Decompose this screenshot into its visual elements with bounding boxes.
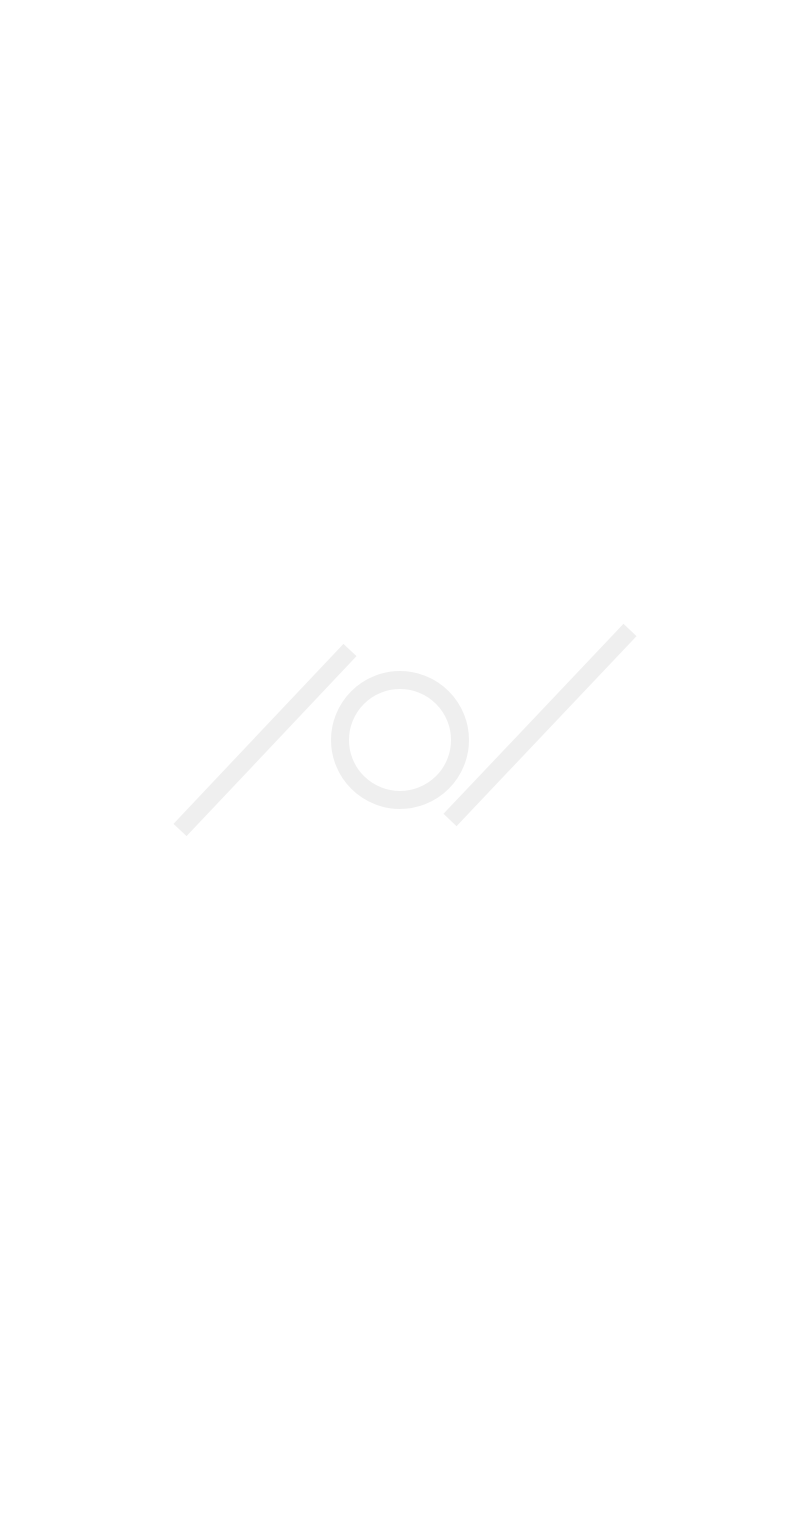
download-footer[interactable] xyxy=(0,1418,800,1498)
watermark-graphic xyxy=(150,590,670,850)
watermark xyxy=(150,590,670,850)
